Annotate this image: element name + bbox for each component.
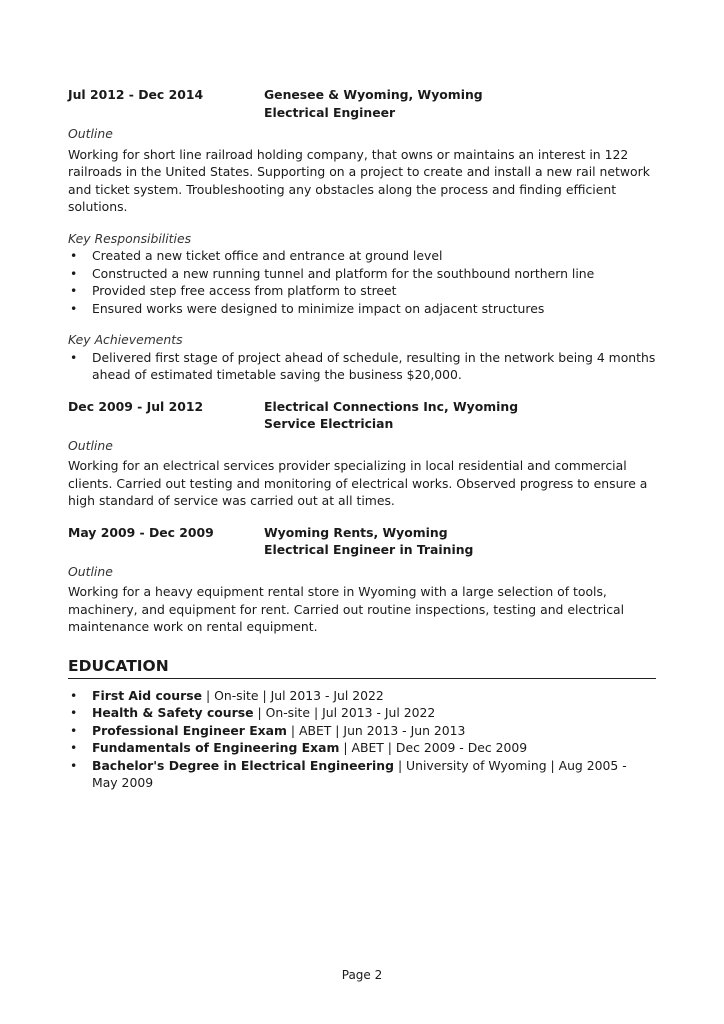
list-item: • Provided step free access from platform to street <box>68 282 656 300</box>
education-name: Fundamentals of Engineering Exam <box>92 740 340 755</box>
education-details: | ABET | Jun 2013 - Jun 2013 <box>286 722 466 738</box>
job-outline: Working for short line railroad holding company, that owns or maintains an interest in 122 railroads in the United States. Supporting on a project to create and install a new rail network and ticket system. Troubleshooting any obstacles along the process and finding efficient solutions. <box>68 146 650 214</box>
education-heading: EDUCATION <box>68 656 656 679</box>
job-company: Electrical Connections Inc, Wyoming <box>264 398 519 414</box>
list-item: • Ensured works were designed to minimize impact on adjacent structures <box>68 300 656 318</box>
education-name: Bachelor's Degree in Electrical Engineering <box>92 757 394 773</box>
job-entry <box>68 398 656 510</box>
education-name: Professional Engineer Exam <box>92 722 287 738</box>
education-item <box>68 722 656 740</box>
responsibilities-list <box>68 247 656 317</box>
education-item <box>68 757 656 792</box>
resume-page <box>68 86 656 792</box>
outline-label: Outline <box>68 563 113 579</box>
achievements-label: Key Achievements <box>68 332 183 347</box>
job-title: Electrical Engineer in Training <box>264 542 474 557</box>
job-entry <box>68 86 656 384</box>
job-entry <box>68 524 656 636</box>
education-item <box>68 704 656 722</box>
job-header <box>68 398 656 433</box>
list-item: • Constructed a new running tunnel and platform for the southbound northern line <box>68 265 656 283</box>
responsibilities-label: Key Responsibilities <box>68 230 192 246</box>
education-name: Health & Safety course <box>92 705 254 720</box>
job-dates: Jul 2012 - Dec 2014 <box>68 87 204 102</box>
page-number: Page 2 <box>341 968 383 982</box>
education-list <box>68 687 656 792</box>
education-details: | ABET | Dec 2009 - Dec 2009 <box>339 740 528 755</box>
job-dates: Dec 2009 - Jul 2012 <box>68 398 204 414</box>
education-item <box>68 687 656 705</box>
job-title: Service Electrician <box>264 416 394 431</box>
job-outline: Working for an electrical services provider specializing in local residential and commercial clients. Carried out testing and monitoring of electrical works. Observed progress to ensure a high standard of service was carried out at all times. <box>68 458 648 508</box>
outline-label: Outline <box>68 437 113 453</box>
job-company: Genesee & Wyoming, Wyoming <box>264 87 483 102</box>
education-name: First Aid course <box>92 687 203 703</box>
education-details: | University of Wyoming | Aug 2005 - May 2009 <box>92 757 627 790</box>
education-item <box>68 739 656 757</box>
education-details: | On-site | Jul 2013 - Jul 2022 <box>202 687 384 703</box>
education-details: | On-site | Jul 2013 - Jul 2022 <box>253 705 436 720</box>
job-company: Wyoming Rents, Wyoming <box>264 524 448 540</box>
list-item: • Created a new ticket office and entrance at ground level <box>68 247 656 265</box>
job-header <box>68 86 656 121</box>
achievements-list <box>68 349 656 384</box>
job-title: Electrical Engineer <box>264 104 396 120</box>
job-header <box>68 524 656 559</box>
list-item: • Delivered first stage of project ahead of schedule, resulting in the network being 4 months ahead of estimated timetable saving the business $20,000. <box>68 349 656 384</box>
job-outline: Working for a heavy equipment rental store in Wyoming with a large selection of tools, machinery, and equipment for rent. Carried out routine inspections, testing and electrical maintenance work on rental equipment. <box>68 584 625 634</box>
outline-label: Outline <box>68 126 113 141</box>
job-dates: May 2009 - Dec 2009 <box>68 524 214 540</box>
